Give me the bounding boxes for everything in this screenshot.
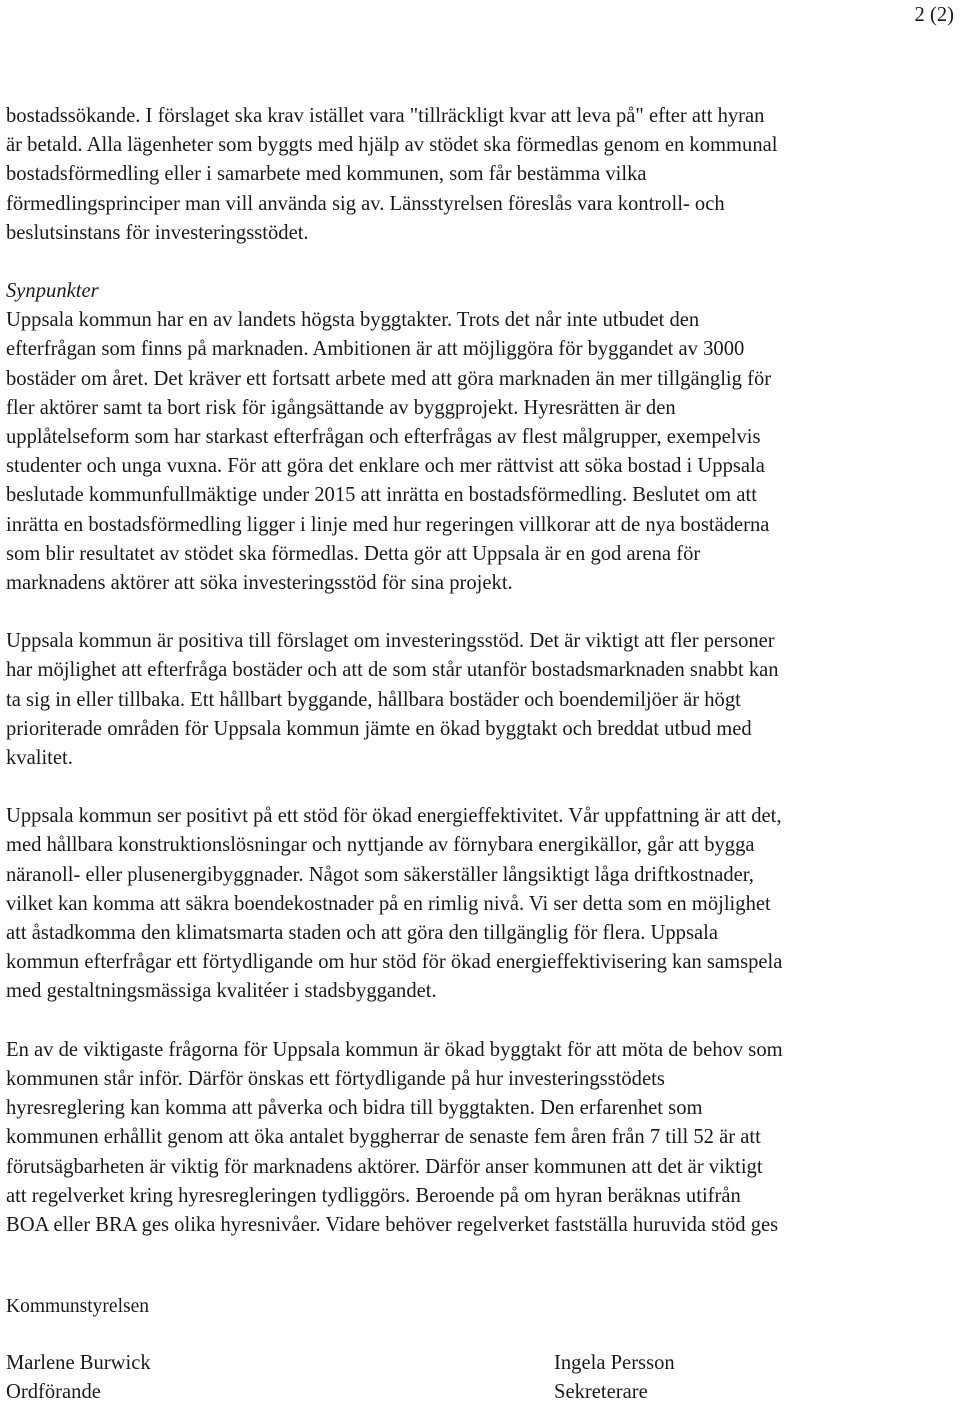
signatory-left: [6, 1349, 151, 1407]
signatory-left-name: Marlene Burwick: [6, 1352, 151, 1374]
signatory-right: [554, 1349, 675, 1407]
paragraph-investeringsstod: Uppsala kommun är positiva till förslaget om investeringsstöd. Det är viktigt att fler personer har möjlighet att efterfråga bostäder och att de som står utanför bostadsmarknaden snabbt kan ta sig in eller tillbaka. Ett hållbart byggande, hållbara bostäder och boendemiljöer är högt prioriterade områden för Uppsala kommun jämte en ökad byggtakt och breddat utbud med kvalitet.: [6, 630, 779, 770]
paragraph-energieffektivitet: Uppsala kommun ser positivt på ett stöd för ökad energieffektivitet. Vår uppfattning är att det, med hållbara konstruktionslösningar och nyttjande av förnybara energikällor, går att bygga näranoll- eller plusenergibyggnader. Något som säkerställer långsiktigt låga driftkostnader, vilket kan komma att säkra boendekostnader på en rimlig nivå. Vi ser detta som en möjlighet att åstadkomma den klimatsmarta staden och att göra den tillgänglig för flera. Uppsala kommun efterfrågar ett förtydligande om hur stöd för ökad energieffektivisering kan samspela med gestaltningsmässiga kvalitéer i stadsbyggandet.: [6, 805, 783, 1003]
signatory-right-title: Sekreterare: [554, 1381, 648, 1404]
document-body: [6, 102, 960, 1240]
paragraph-byggtakt: Uppsala kommun har en av landets högsta byggtakter. Trots det når inte utbudet den efterfrågan som finns på marknaden. Ambitionen är att möjliggöra för byggandet av 3000 bostäder om året. Det kräver ett fortsatt arbete med att göra marknaden än mer tillgänglig för fler aktörer samt ta bort risk för igångsättande av byggprojekt. Hyresrätten är den upplåtelseform som har starkast efterfrågan och efterfrågas av flest målgrupper, exempelvis studenter och unga vuxna. För att göra det enklare och mer rättvist att söka bostad i Uppsala beslutade kommunfullmäktige under 2015 att inrätta en bostadsförmedling. Beslutet om att inrätta en bostadsförmedling ligger i linje med hur regeringen villkorar att de nya bostäderna som blir resultatet av stödet ska förmedlas. Detta gör att Uppsala är en god arena för marknadens aktörer att söka investeringsstöd för sina projekt.: [6, 309, 772, 595]
page-number: 2 (2): [914, 4, 954, 26]
section-heading-synpunkter: Synpunkter: [6, 280, 99, 303]
signature-block: [6, 1293, 954, 1409]
signature-organization: Kommunstyrelsen: [6, 1296, 149, 1317]
paragraph-hyresreglering: En av de viktigaste frågorna för Uppsala kommun är ökad byggtakt för att möta de behov som kommunen står inför. Därför önskas ett förtydligande på hur investeringsstödets hyresreglering kan komma att påverka och bidra till byggtakten. Den erfarenhet som kommunen erhållit genom att öka antalet byggherrar de senaste fem åren från 7 till 52 är att förutsägbarheten är viktig för marknadens aktörer. Därför anser kommunen att det är viktigt att regelverket kring hyresregleringen tydliggörs. Beroende på om hyran beräknas utifrån BOA eller BRA ges olika hyresnivåer. Vidare behöver regelverket fastställa huruvida stöd ges: [6, 1038, 783, 1236]
signatory-right-name: Ingela Persson: [554, 1352, 675, 1374]
signatory-left-title: Ordförande: [6, 1381, 101, 1404]
paragraph-intro: bostadssökande. I förslaget ska krav istället vara "tillräckligt kvar att leva på" efter att hyran är betald. Alla lägenheter som byggts med hjälp av stödet ska förmedlas genom en kommunal bostadsförmedling eller i samarbete med kommunen, som får bestämma vilka förmedlingsprinciper man vill använda sig av. Länsstyrelsen föreslås vara kontroll- och beslutsinstans för investeringsstödet.: [6, 105, 778, 244]
signature-row: [6, 1349, 954, 1409]
